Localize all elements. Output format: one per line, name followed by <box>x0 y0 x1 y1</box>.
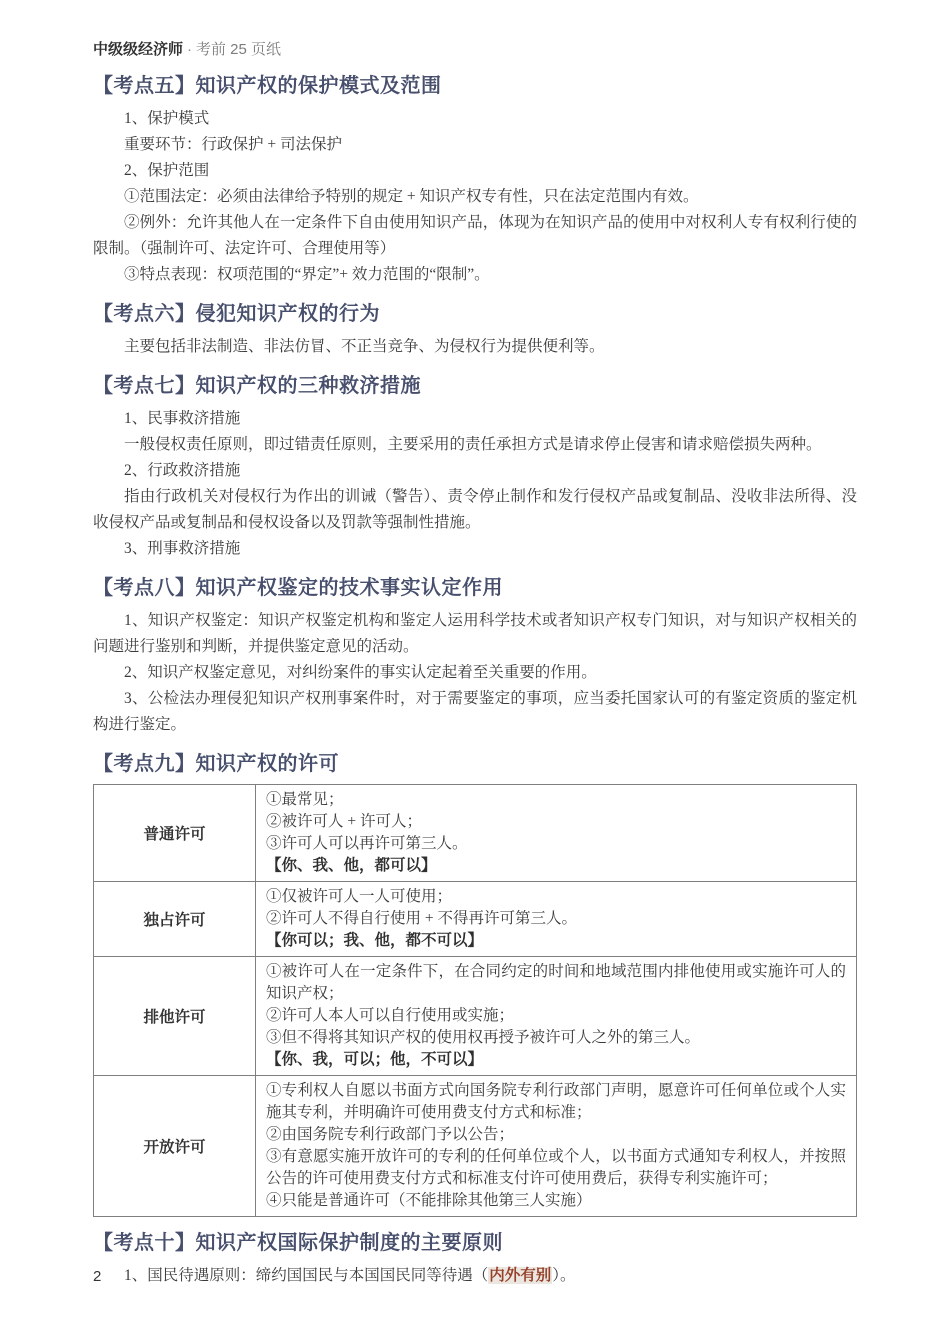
paragraph: 主要包括非法制造、非法仿冒、不正当竞争、为侵权行为提供便利等。 <box>124 338 605 355</box>
license-desc-line: ①仅被许可人一人可使用； <box>266 888 453 905</box>
section-heading-7: 【考点七】知识产权的三种救济措施 <box>93 375 421 397</box>
paragraph: 2、知识产权鉴定意见，对纠纷案件的事实认定起着至关重要的作用。 <box>124 664 597 681</box>
page-number: 2 <box>93 1268 102 1285</box>
paragraph: ①范围法定：必须由法律给予特别的规定 + 知识产权专有性，只在法定范围内有效。 <box>124 188 699 205</box>
paragraph: ③特点表现：权项范围的“界定”+ 效力范围的“限制”。 <box>124 266 490 283</box>
section-heading-10: 【考点十】知识产权国际保护制度的主要原则 <box>93 1232 503 1254</box>
license-table <box>93 784 857 1217</box>
license-type-cell: 排他许可 <box>94 957 256 1076</box>
license-desc-line: ①专利权人自愿以书面方式向国务院专利行政部门声明，愿意许可任何单位或个人实施其专利，并明确许可使用费支付方式和标准； <box>266 1082 846 1121</box>
license-desc-cell <box>256 785 857 882</box>
paragraph-suffix: ）。 <box>552 1267 576 1284</box>
brand-text: 中级级经济师 <box>93 41 184 58</box>
header-separator: · <box>187 41 193 58</box>
paragraph: 2、行政救济措施 <box>124 462 241 479</box>
paragraph: 3、刑事救济措施 <box>124 540 241 557</box>
license-type-cell: 开放许可 <box>94 1076 256 1217</box>
section-heading-5: 【考点五】知识产权的保护模式及范围 <box>93 75 442 97</box>
page-header <box>93 40 857 60</box>
license-desc-line: ④只能是普通许可（不能排除其他第三人实施） <box>266 1192 592 1209</box>
license-desc-line: ③许可人可以再许可第三人。 <box>266 835 468 852</box>
paragraph: 1、知识产权鉴定：知识产权鉴定机构和鉴定人运用科学技术或者知识产权专门知识，对与知识产权相关的问题进行鉴别和判断，并提供鉴定意见的活动。 <box>93 612 857 655</box>
license-summary-line: 【你、我，可以；他，不可以】 <box>266 1051 484 1068</box>
paragraph: 一般侵权责任原则，即过错责任原则，主要采用的责任承担方式是请求停止侵害和请求赔偿损失两种。 <box>124 436 822 453</box>
paragraph: 指由行政机关对侵权行为作出的训诫（警告）、责令停止制作和发行侵权产品或复制品、没收非法所得、没收侵权产品或复制品和侵权设备以及罚款等强制性措施。 <box>93 488 857 531</box>
license-summary-line: 【你、我、他，都可以】 <box>266 857 437 874</box>
paragraph: ②例外：允许其他人在一定条件下自由使用知识产品，体现为在知识产品的使用中对权利人专有权利行使的限制。（强制许可、法定许可、合理使用等） <box>93 214 857 257</box>
paragraph: 2、保护范围 <box>124 162 210 179</box>
paragraph-with-highlight <box>93 1263 857 1289</box>
paragraph: 重要环节：行政保护 + 司法保护 <box>124 136 342 153</box>
table-row <box>94 882 857 957</box>
paragraph: 1、民事救济措施 <box>124 410 241 427</box>
license-desc-cell <box>256 1076 857 1217</box>
license-desc-line: ③但不得将其知识产权的使用权再授予被许可人之外的第三人。 <box>266 1029 701 1046</box>
license-desc-line: ①最常见； <box>266 791 344 808</box>
license-type-cell: 独占许可 <box>94 882 256 957</box>
license-desc-line: ②许可人不得自行使用 + 不得再许可第三人。 <box>266 910 577 927</box>
license-desc-cell <box>256 957 857 1076</box>
license-desc-line: ②由国务院专利行政部门予以公告； <box>266 1126 515 1143</box>
license-desc-cell <box>256 882 857 957</box>
paragraph: 1、保护模式 <box>124 110 210 127</box>
table-row <box>94 1076 857 1217</box>
table-row <box>94 785 857 882</box>
highlight-term: 内外有别 <box>489 1267 552 1284</box>
section-heading-9: 【考点九】知识产权的许可 <box>93 753 339 775</box>
license-desc-line: ②许可人本人可以自行使用或实施； <box>266 1007 515 1024</box>
license-desc-line: ③有意愿实施开放许可的专利的任何单位或个人，以书面方式通知专利权人，并按照公告的许可使用费支付方式和标准支付许可使用费后，获得专利实施许可； <box>266 1148 846 1187</box>
header-subtitle: 考前 25 页纸 <box>196 41 282 58</box>
paragraph: 3、公检法办理侵犯知识产权刑事案件时，对于需要鉴定的事项，应当委托国家认可的有鉴定资质的鉴定机构进行鉴定。 <box>93 690 857 733</box>
license-summary-line: 【你可以；我、他，都不可以】 <box>266 932 484 949</box>
license-desc-line: ②被许可人 + 许可人； <box>266 813 422 830</box>
section-heading-8: 【考点八】知识产权鉴定的技术事实认定作用 <box>93 577 503 599</box>
section-heading-6: 【考点六】侵犯知识产权的行为 <box>93 303 380 325</box>
license-type-cell: 普通许可 <box>94 785 256 882</box>
paragraph-prefix: 1、国民待遇原则：缔约国国民与本国国民同等待遇（ <box>124 1267 489 1284</box>
table-row <box>94 957 857 1076</box>
license-desc-line: ①被许可人在一定条件下，在合同约定的时间和地域范围内排他使用或实施许可人的知识产权； <box>266 963 846 1002</box>
